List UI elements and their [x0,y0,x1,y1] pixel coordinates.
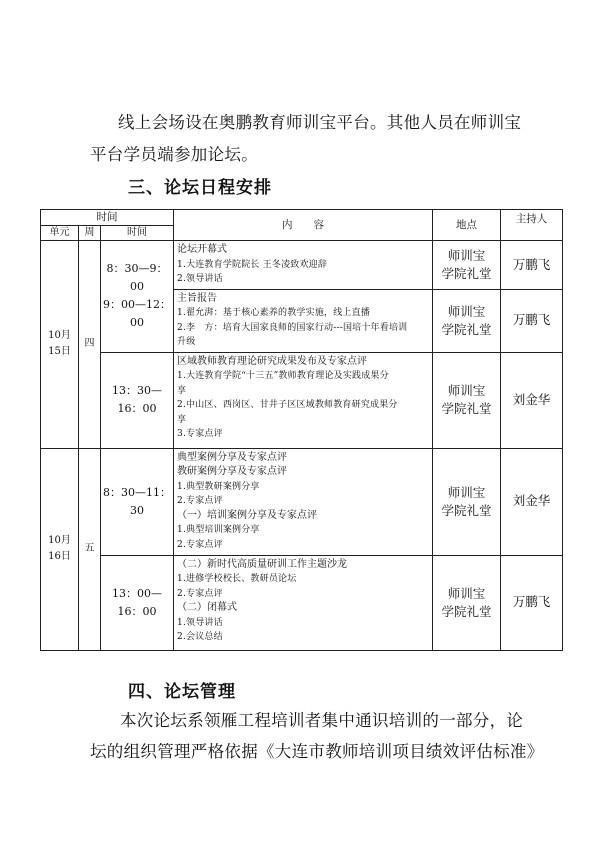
venue-cell: 师训宝 学院礼堂 [433,555,501,650]
header-time-group: 时间 [41,210,174,226]
session-line: 1.典型培训案例分享 [177,525,260,535]
session-line: 升级 [177,337,196,347]
session-line: 1.领导讲话 [177,617,223,628]
unit-cell-day-2 [41,448,79,650]
session-line: 3.专家点评 [177,429,223,439]
session-line: 1.典型教研案例分享 [177,481,260,492]
section-heading-management: 四、论坛管理 [128,682,236,702]
venue-cell: 师训宝 学院礼堂 [433,448,501,555]
header-venue: 地点 [433,210,501,241]
session-content [174,555,433,650]
venue-cell: 师训宝 学院礼堂 [433,241,501,290]
session-line: 2.会议总结 [177,632,223,642]
session-subtitle: （一）培训案例分享及专家点评 [177,509,318,521]
session-content [174,241,433,290]
host-cell: 刘金华 [501,352,563,448]
schedule-table [40,209,563,651]
header-unit: 单元 [41,225,79,241]
management-paragraph-line-1: 本次论坛系领雁工程培训者集中通识培训的一部分，论 [120,711,524,730]
header-host: 主持人 [501,210,563,241]
host-cell: 万鹏飞 [501,555,563,650]
host-cell: 刘金华 [501,448,563,555]
venue-cell: 师训宝 学院礼堂 [433,289,501,352]
time-cell: 13：30—16：00 [101,352,174,448]
session-line: 2.中山区、西岗区、甘井子区区域教师教育研究成果分 [177,400,398,410]
unit-label: 10月 15日 [48,330,71,358]
intro-paragraph-line-2: 平台学员端参加论坛。 [90,145,258,164]
weekday-cell-day-1: 四 [79,241,101,449]
intro-paragraph-line-1: 线上会场设在奥鹏教育师训宝平台。其他人员在师训宝 [118,113,522,132]
session-title: 主旨报告 [177,292,218,304]
weekday-cell-day-2: 五 [79,448,101,650]
unit-cell-day-1 [41,241,79,449]
venue-cell: 师训宝 学院礼堂 [433,352,501,448]
session-line: 享 [177,385,187,396]
session-line: 2.李 方：培育大国家良师的国家行动---国培十年看培训 [177,322,408,333]
session-line: 1.大连教育学院院长 王冬凌致欢迎辞 [177,259,328,270]
time-cell: 8：30—11：30 [101,448,174,555]
session-line: 1.大连教育学院“十三五”教师教育理论及实践成果分 [177,371,389,381]
session-subtitle: （二）新时代高质量研训工作主题沙龙 [177,558,348,570]
time-cell: 8：30—9：00 9：00—12：00 [101,241,174,353]
session-content [174,352,433,448]
session-line: 2.专家点评 [177,539,223,550]
time-cell: 13：00—16：00 [101,555,174,650]
host-cell: 万鹏飞 [501,289,563,352]
session-line: 享 [177,414,187,425]
section-heading-schedule: 三、论坛日程安排 [128,178,272,198]
management-paragraph-line-2: 坛的组织管理严格依据《大连市教师培训项目绩效评估标准》 [90,742,544,761]
header-time: 时间 [101,225,174,241]
session-title: 区域教师教育理论研究成果发布及专家点评 [177,355,368,367]
header-week: 周 [79,225,101,241]
session-line: 2.领导讲话 [177,274,223,284]
session-title: 典型案例分享及专家点评 [177,451,288,463]
header-content: 内 容 [174,210,433,241]
session-subtitle: （二）闭幕式 [177,602,238,613]
session-line: 1.进修学校校长、教研员论坛 [177,574,297,584]
session-content [174,289,433,352]
session-content [174,448,433,555]
host-cell: 万鹏飞 [501,241,563,290]
session-subtitle: 教研案例分享及专家点评 [177,466,288,477]
session-line: 2.专家点评 [177,588,223,599]
session-title: 论坛开幕式 [177,244,228,255]
unit-label: 10月 16日 [48,535,71,562]
session-line: 2.专家点评 [177,496,223,506]
session-line: 1.翟允湃：基于核心素养的教学实施，线上直播 [177,308,371,318]
